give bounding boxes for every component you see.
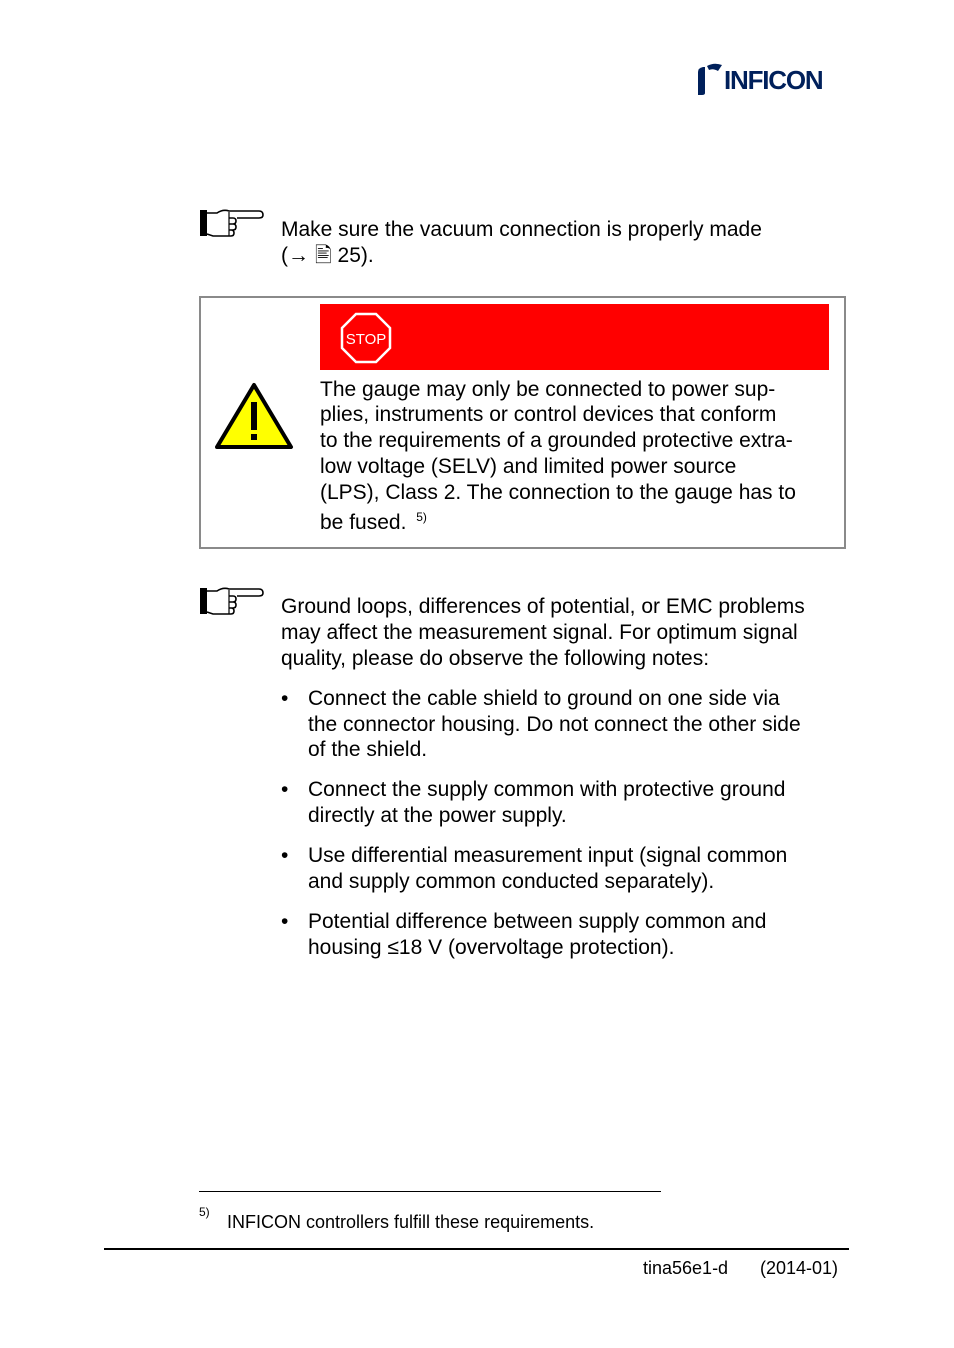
list-item-line: housing ≤18 V (overvoltage protection). xyxy=(308,935,675,959)
footer-date: (2014-01) xyxy=(760,1258,839,1278)
footnote-reference: 5) xyxy=(416,510,427,524)
list-item-line: Use differential measurement input (signal common xyxy=(308,844,788,867)
brand-name: INFICON xyxy=(724,65,823,95)
inficon-logo-mark-icon xyxy=(694,62,724,96)
inficon-logo xyxy=(694,62,846,96)
pointing-hand-icon xyxy=(199,208,265,238)
warning-line-6-text: be fused. xyxy=(320,511,407,534)
warning-line-4: low voltage (SELV) and limited power source xyxy=(320,455,737,478)
list-item-line: Connect the supply common with protective ground xyxy=(308,778,786,801)
bullet-icon: • xyxy=(281,778,289,801)
stop-sign-icon xyxy=(340,312,392,364)
warning-triangle-icon xyxy=(214,382,294,450)
footnote-mark: 5) xyxy=(199,1205,210,1219)
note2-line-1: Ground loops, differences of potential, or EMC problems xyxy=(281,595,805,618)
warning-stop-bar xyxy=(320,304,829,370)
bullet-icon: • xyxy=(281,687,289,710)
bullet-icon: • xyxy=(281,844,289,867)
note2-line-3: quality, please do observe the following notes: xyxy=(281,647,710,670)
stop-sign-label: STOP xyxy=(345,331,387,348)
list-item-line: Potential difference between supply common and xyxy=(308,910,767,933)
footer-doc-id: tina56e1-d xyxy=(643,1258,729,1278)
list-item-line: of the shield. xyxy=(308,738,428,761)
footer-divider xyxy=(104,1248,849,1250)
warning-line-5: (LPS), Class 2. The connection to the gauge has to xyxy=(320,481,796,504)
bullet-icon: • xyxy=(281,910,289,933)
list-item-line: directly at the power supply. xyxy=(308,803,567,827)
pointing-hand-icon xyxy=(199,586,265,616)
footnote-divider xyxy=(199,1191,661,1192)
list-item-line: and supply common conducted separately). xyxy=(308,869,715,893)
footnote-text: INFICON controllers fulfill these requirements. xyxy=(227,1212,595,1232)
warning-line-3: to the requirements of a grounded protective extra- xyxy=(320,429,793,452)
note2-line-2: may affect the measurement signal. For optimum signal xyxy=(281,621,798,644)
note1-line1: Make sure the vacuum connection is properly made xyxy=(281,218,762,241)
warning-line-6 xyxy=(320,505,427,536)
list-item-line: Connect the cable shield to ground on one side via xyxy=(308,687,780,710)
warning-line-1: The gauge may only be connected to power sup- xyxy=(320,378,776,401)
list-item-line: the connector housing. Do not connect the other side xyxy=(308,712,801,736)
warning-line-2: plies, instruments or control devices that conform xyxy=(320,403,777,426)
note1-page-reference: (→ 🖹 25). xyxy=(281,244,374,267)
